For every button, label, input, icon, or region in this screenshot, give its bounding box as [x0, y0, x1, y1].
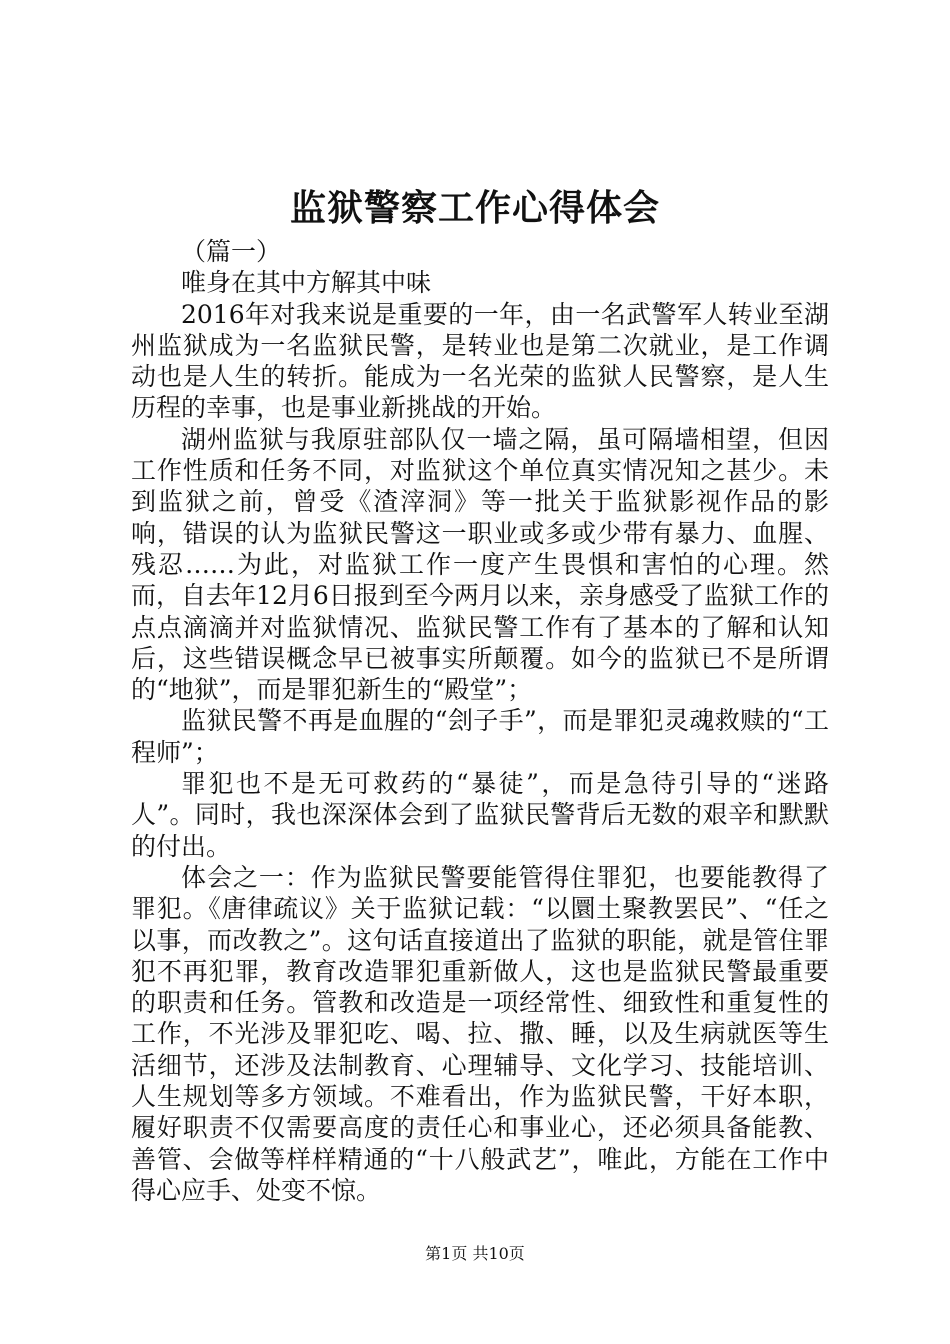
subtitle-paragraph: 唯身在其中方解其中味 — [181, 268, 432, 298]
document-body — [131, 236, 829, 1206]
document-title: 监狱警察工作心得体会 — [289, 187, 660, 229]
body-paragraph: 湖州监狱与我原驻部队仅一墙之隔，虽可隔墙相望，但因工作性质和任务不同，对监狱这个单位真实情况知之甚少。未到监狱之前，曾受《渣滓洞》等一批关于监狱影视作品的影响，错误的认为监狱民警这一职业或多或少带有暴力、血腥、残忍……为此，对监狱工作一度产生畏惧和害怕的心理。然而，自去年12月6日报到至今两月以来，亲身感受了监狱工作的点点滴滴并对监狱情况、监狱民警工作有了基本的了解和认知后，这些错误概念早已被事实所颠覆。如今的监狱已不是所谓的“地狱”，而是罪犯新生的“殿堂”； — [131, 424, 829, 705]
body-paragraph: 罪犯也不是无可救药的“暴徒”，而是急待引导的“迷路人”。同时，我也深深体会到了监狱民警背后无数的艰辛和默默的付出。 — [131, 769, 829, 861]
body-paragraph: 2016年对我来说是重要的一年，由一名武警军人转业至湖州监狱成为一名监狱民警，是转业也是第二次就业，是工作调动也是人生的转折。能成为一名光荣的监狱人民警察，是人生历程的幸事，也是事业新挑战的开始。 — [131, 299, 829, 423]
body-paragraph: 监狱民警不再是血腥的“刽子手”，而是罪犯灵魂救赎的“工程师”； — [131, 706, 829, 767]
page-footer: 第1页 共10页 — [425, 1244, 525, 1263]
section-label: （篇一） — [181, 237, 282, 266]
body-paragraph: 体会之一：作为监狱民警要能管得住罪犯，也要能教得了罪犯。《唐律疏议》关于监狱记载：“以圜土聚教罢民”、“任之以事，而改教之”。这句话直接道出了监狱的职能，就是管住罪犯不再犯罪，教育改造罪犯重新做人，这也是监狱民警最重要的职责和任务。管教和改造是一项经常性、细致性和重复性的工作，不光涉及罪犯吃、喝、拉、撒、睡，以及生病就医等生活细节，还涉及法制教育、心理辅导、文化学习、技能培训、人生规划等多方领域。不难看出，作为监狱民警，干好本职，履好职责不仅需要高度的责任心和事业心，还必须具备能教、善管、会做等样样精通的“十八般武艺”，唯此，方能在工作中得心应手、处变不惊。 — [131, 862, 829, 1205]
